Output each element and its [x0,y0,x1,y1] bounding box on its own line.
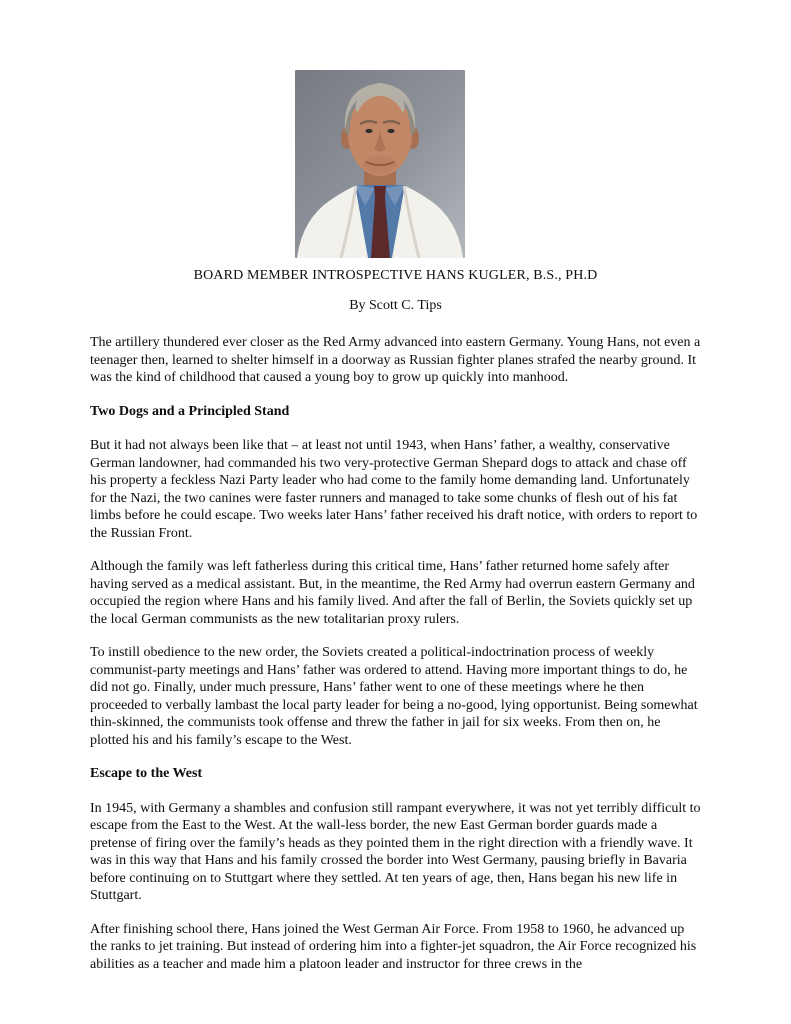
body-paragraph-1945: In 1945, with Germany a shambles and confusion still rampant everywhere, it was not yet terribly difficult to escape from the East to the West. At the wall-less border, the new East German border guards made a pretense of firing over the family’s heads as they pointed them in the right direction with a friendly wave. It was in this way that Hans and his family crossed the border into West Germany, pausing briefly in Bavaria before continuing on to Stuttgart where they settled. At ten years of age, then, Hans began his new life in Stuttgart. [90,800,701,903]
eye-left [365,129,372,133]
body-paragraph-obedience: To instill obedience to the new order, the Soviets created a political-indoctrination process of weekly communist-party meetings and Hans’ father was ordered to attend. Having more important things to do, he did not go. Finally, under much pressure, Hans’ father went to one of these meetings where he then proceeded to verbally lambast the local party leader for being a no-good, lying opportunist. Being somewhat thin-skinned, the communists took offense and threw the father in jail for six weeks. From then on, he plotted his and his family’s escape to the West. [90,645,698,748]
article-byline: By Scott C. Tips [349,298,442,313]
body-paragraph-1943: But it had not always been like that – at least not until 1943, when Hans’ father, a wealthy, conservative German landowner, had commanded his two very-protective German Shepard dogs to attack and chase off his property a feckless Nazi Party leader who had come to the family home demanding land. Unfortunately for the Nazi, the two canines were faster runners and managed to take some chunks of flesh out of his fat limbs before he could escape. Two weeks later Hans’ father received his draft notice, with orders to report to the Russian Front. [90,438,698,541]
section-heading-two-dogs: Two Dogs and a Principled Stand [90,403,290,419]
section-heading-escape: Escape to the West [90,766,203,781]
body-paragraph-air-force: After finishing school there, Hans joined the West German Air Force. From 1958 to 1960, he advanced up the ranks to jet training. But instead of ordering him into a fighter-jet squadron, the Air Force recognized his abilities as a teacher and made him a platoon leader and instructor for three crews in the [90,921,697,972]
article-title: BOARD MEMBER INTROSPECTIVE HANS KUGLER, B.S., PH.D [193,268,598,283]
body-paragraph-intro: The artillery thundered ever closer as the Red Army advanced into eastern Germany. Young Hans, not even a teenager then, learned to shelter himself in a doorway as Russian fighter planes strafed the nearby ground. It was the kind of childhood that caused a young boy to grow up quickly into manhood. [90,335,701,385]
tie-knot [374,186,386,197]
eye-right [387,129,394,133]
hans-kugler-photo [295,70,465,258]
portrait-photo [295,70,465,258]
body-paragraph-fatherless: Although the family was left fatherless during this critical time, Hans’ father returned home safely after having served as a medical assistant. But, in the meantime, the Red Army had overrun eastern Germany and occupied the region where Hans and his family lived. And after the fall of Berlin, the Soviets quickly set up the local German communists as the new totalitarian proxy rulers. [90,559,695,627]
